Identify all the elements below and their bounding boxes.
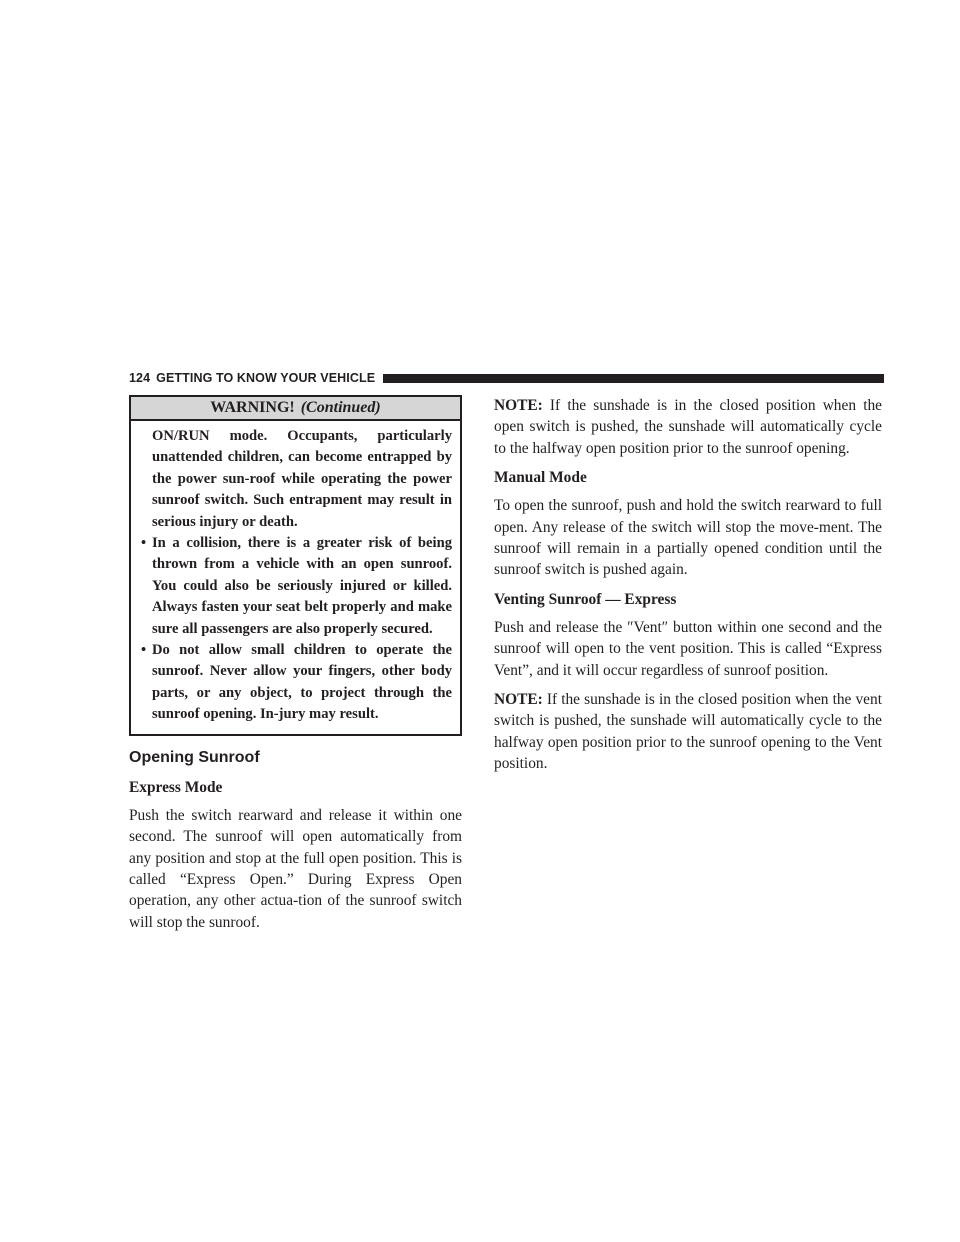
section-heading: Opening Sunroof [129,748,260,766]
warning-continued: (Continued) [300,399,381,416]
warning-title: WARNING! [210,399,295,416]
venting-paragraph: Push and release the ″Vent″ button within one second and the sunroof will open to the vent position. This is called “Express Vent”, and it will occur regardless of sunroof position. [494,618,882,679]
page-header [129,370,884,386]
bullet-icon: • [141,642,147,659]
express-mode-paragraph: Push the switch rearward and release it within one second. The sunroof will open automatically from any position and stop at the full open position. This is called “Express Open.” During Express Open operation, any other actua-tion of the sunroof switch will stop the sunroof. [129,806,462,931]
warning-intro: ON/RUN mode. Occupants, particularly unattended children, can become entrapped by the power sun-roof while operating the power sunroof switch. Such entrapment may result in serious injury or death. [152,428,452,530]
warning-bullet-text: Do not allow small children to operate the sunroof. Never allow your fingers, other body parts, or any object, to project through the sunroof opening. In-jury may result. [152,642,452,723]
warning-bullet-text: In a collision, there is a greater risk of being thrown from a vehicle with an open sunroof. You could also be seriously injured or killed. Always fasten your seat belt properly and make sure all passengers are also properly secured. [152,535,452,637]
bullet-icon: • [141,535,147,552]
note-label: NOTE: [494,397,543,414]
left-column [129,395,462,941]
warning-header [131,397,460,421]
warning-list [141,533,452,726]
section-title: GETTING TO KNOW YOUR VEHICLE [156,371,376,385]
right-column [494,395,882,783]
manual-mode-paragraph: To open the sunroof, push and hold the switch rearward to full open. Any release of the switch will stop the move-ment. The sunroof will remain in a partially opened condition until the sunroof switch is pushed again. [494,497,882,579]
express-mode-heading: Express Mode [129,778,223,796]
note-text: If the sunshade is in the closed position when the open switch is pushed, the sunshade will automatically cycle to the halfway open position prior to the sunroof opening. [494,397,882,457]
manual-mode-heading: Manual Mode [494,469,587,487]
warning-body [131,421,460,734]
note-paragraph [494,395,882,459]
note-label: NOTE: [494,691,543,709]
page-number: 124 [129,371,151,385]
venting-heading: Venting Sunroof — Express [494,590,677,608]
warning-bullet-item [141,533,452,640]
warning-bullet-item [141,640,452,726]
note-text: If the sunshade is in the closed position when the vent switch is pushed, the sunshade will automatically cycle to the halfway open position prior to the sunroof opening to the Vent position. [494,691,882,773]
header-rule [383,374,884,383]
warning-box [129,395,462,736]
note-paragraph [494,689,882,775]
